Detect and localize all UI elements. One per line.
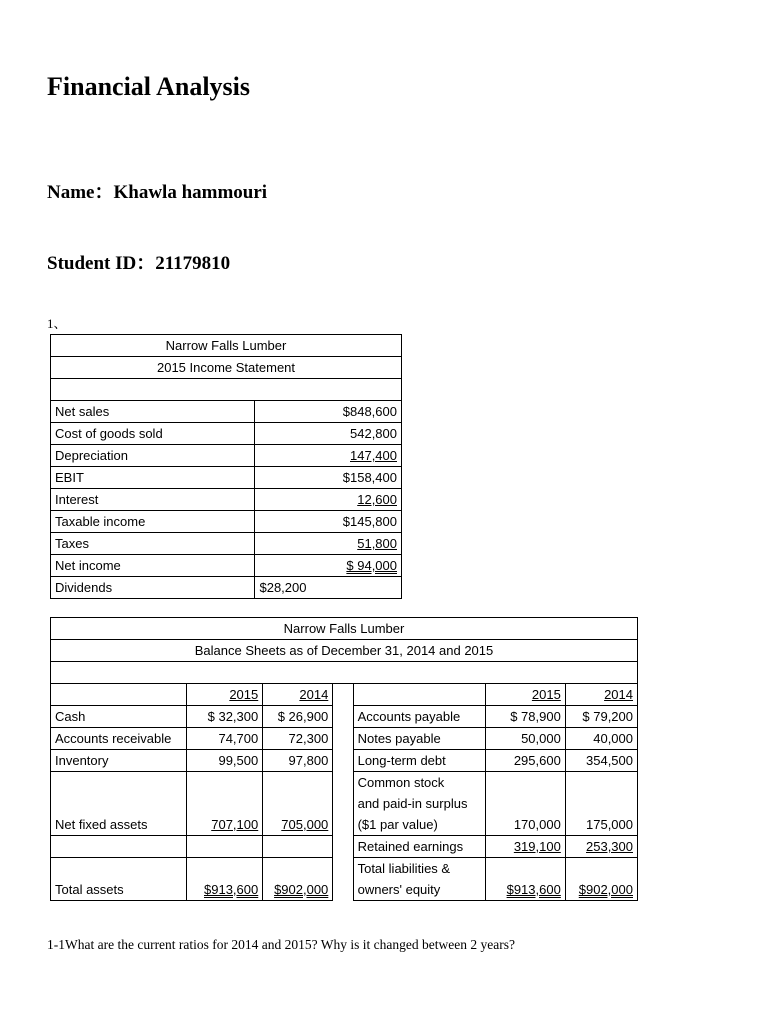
row-label: Dividends: [51, 577, 255, 599]
liability-2014: $ 79,200: [565, 706, 637, 728]
student-id: Student ID：21179810: [47, 253, 231, 274]
common-2015: 170,000: [485, 772, 565, 836]
asset-2015: 99,500: [187, 750, 263, 772]
liability-label: Accounts payable: [353, 706, 485, 728]
balance-subtitle: Balance Sheets as of December 31, 2014 and 2015: [51, 640, 638, 662]
table-row: [51, 445, 402, 467]
asset-label: Net fixed assets: [51, 772, 187, 836]
row-value: $158,400: [255, 467, 402, 489]
asset-2014: $902,000: [274, 882, 329, 897]
table-row: [51, 577, 402, 599]
row-value: $848,600: [255, 401, 402, 423]
income-statement-table: [50, 334, 402, 599]
header-2015: 2015: [229, 687, 259, 702]
table-row: [51, 772, 638, 794]
liability-2014: 253,300: [586, 839, 633, 854]
asset-label: Accounts receivable: [51, 728, 187, 750]
income-company: Narrow Falls Lumber: [51, 335, 402, 357]
row-value: 147,400: [350, 448, 397, 463]
table-row: [51, 401, 402, 423]
row-label: Interest: [51, 489, 255, 511]
asset-label: Cash: [51, 706, 187, 728]
header-2014: 2014: [299, 687, 329, 702]
liability-label: Retained earnings: [353, 836, 485, 858]
table-row: [51, 423, 402, 445]
liability-2015: 295,600: [485, 750, 565, 772]
table-row: [51, 706, 638, 728]
asset-2015: 74,700: [187, 728, 263, 750]
table-row: [51, 489, 402, 511]
liability-2014: 40,000: [565, 728, 637, 750]
liability-2015: $ 78,900: [485, 706, 565, 728]
common-stock-line-3: ($1 par value): [353, 814, 485, 836]
row-value: 51,800: [357, 536, 397, 551]
table-row: [51, 467, 402, 489]
question-number: 1、: [47, 316, 67, 331]
row-value: 12,600: [357, 492, 397, 507]
common-2014: 175,000: [565, 772, 637, 836]
total-liabilities-2015: $913,600: [506, 882, 561, 897]
liability-2014: 354,500: [565, 750, 637, 772]
asset-2014: 72,300: [263, 728, 333, 750]
balance-spacer-row: [51, 662, 638, 684]
liability-label: Long-term debt: [353, 750, 485, 772]
table-row: [51, 858, 638, 880]
header-2015: 2015: [531, 687, 561, 702]
row-label: Net sales: [51, 401, 255, 423]
row-value: $ 94,000: [346, 558, 397, 573]
student-name: Name：Khawla hammouri: [47, 182, 268, 203]
table-row: [51, 728, 638, 750]
row-label: Net income: [51, 555, 255, 577]
asset-2015: 707,100: [211, 817, 259, 832]
common-stock-line-1: Common stock: [353, 772, 485, 794]
row-label: Taxes: [51, 533, 255, 555]
income-subtitle: 2015 Income Statement: [51, 357, 402, 379]
liability-2015: 319,100: [513, 839, 561, 854]
row-value: $145,800: [255, 511, 402, 533]
total-liabilities-line-2: owners' equity: [353, 879, 485, 901]
row-label: Taxable income: [51, 511, 255, 533]
table-row: [51, 836, 638, 858]
row-value: 542,800: [255, 423, 402, 445]
table-header-row: [51, 684, 638, 706]
total-liabilities-2014: $902,000: [578, 882, 633, 897]
table-row: [51, 533, 402, 555]
table-row: [51, 750, 638, 772]
asset-2014: 705,000: [281, 817, 329, 832]
balance-sheet-table: [50, 617, 638, 901]
asset-2014: $ 26,900: [263, 706, 333, 728]
liability-2015: 50,000: [485, 728, 565, 750]
income-spacer-row: [51, 379, 402, 401]
row-label: Cost of goods sold: [51, 423, 255, 445]
question-text: 1-1What are the current ratios for 2014 and 2015? Why is it changed between 2 years?: [47, 937, 515, 952]
row-label: Depreciation: [51, 445, 255, 467]
total-liabilities-line-1: Total liabilities &: [353, 858, 485, 880]
table-row: [51, 511, 402, 533]
liability-label: Notes payable: [353, 728, 485, 750]
balance-company: Narrow Falls Lumber: [51, 618, 638, 640]
common-stock-line-2: and paid-in surplus: [353, 793, 485, 814]
header-2014: 2014: [604, 687, 633, 702]
asset-label: Total assets: [51, 858, 187, 901]
row-label: EBIT: [51, 467, 255, 489]
row-value: $28,200: [255, 577, 402, 599]
table-row: [51, 555, 402, 577]
asset-2014: 97,800: [263, 750, 333, 772]
asset-label: Inventory: [51, 750, 187, 772]
asset-2015: $ 32,300: [187, 706, 263, 728]
asset-2015: $913,600: [204, 882, 259, 897]
document-title: Financial Analysis: [47, 72, 250, 101]
